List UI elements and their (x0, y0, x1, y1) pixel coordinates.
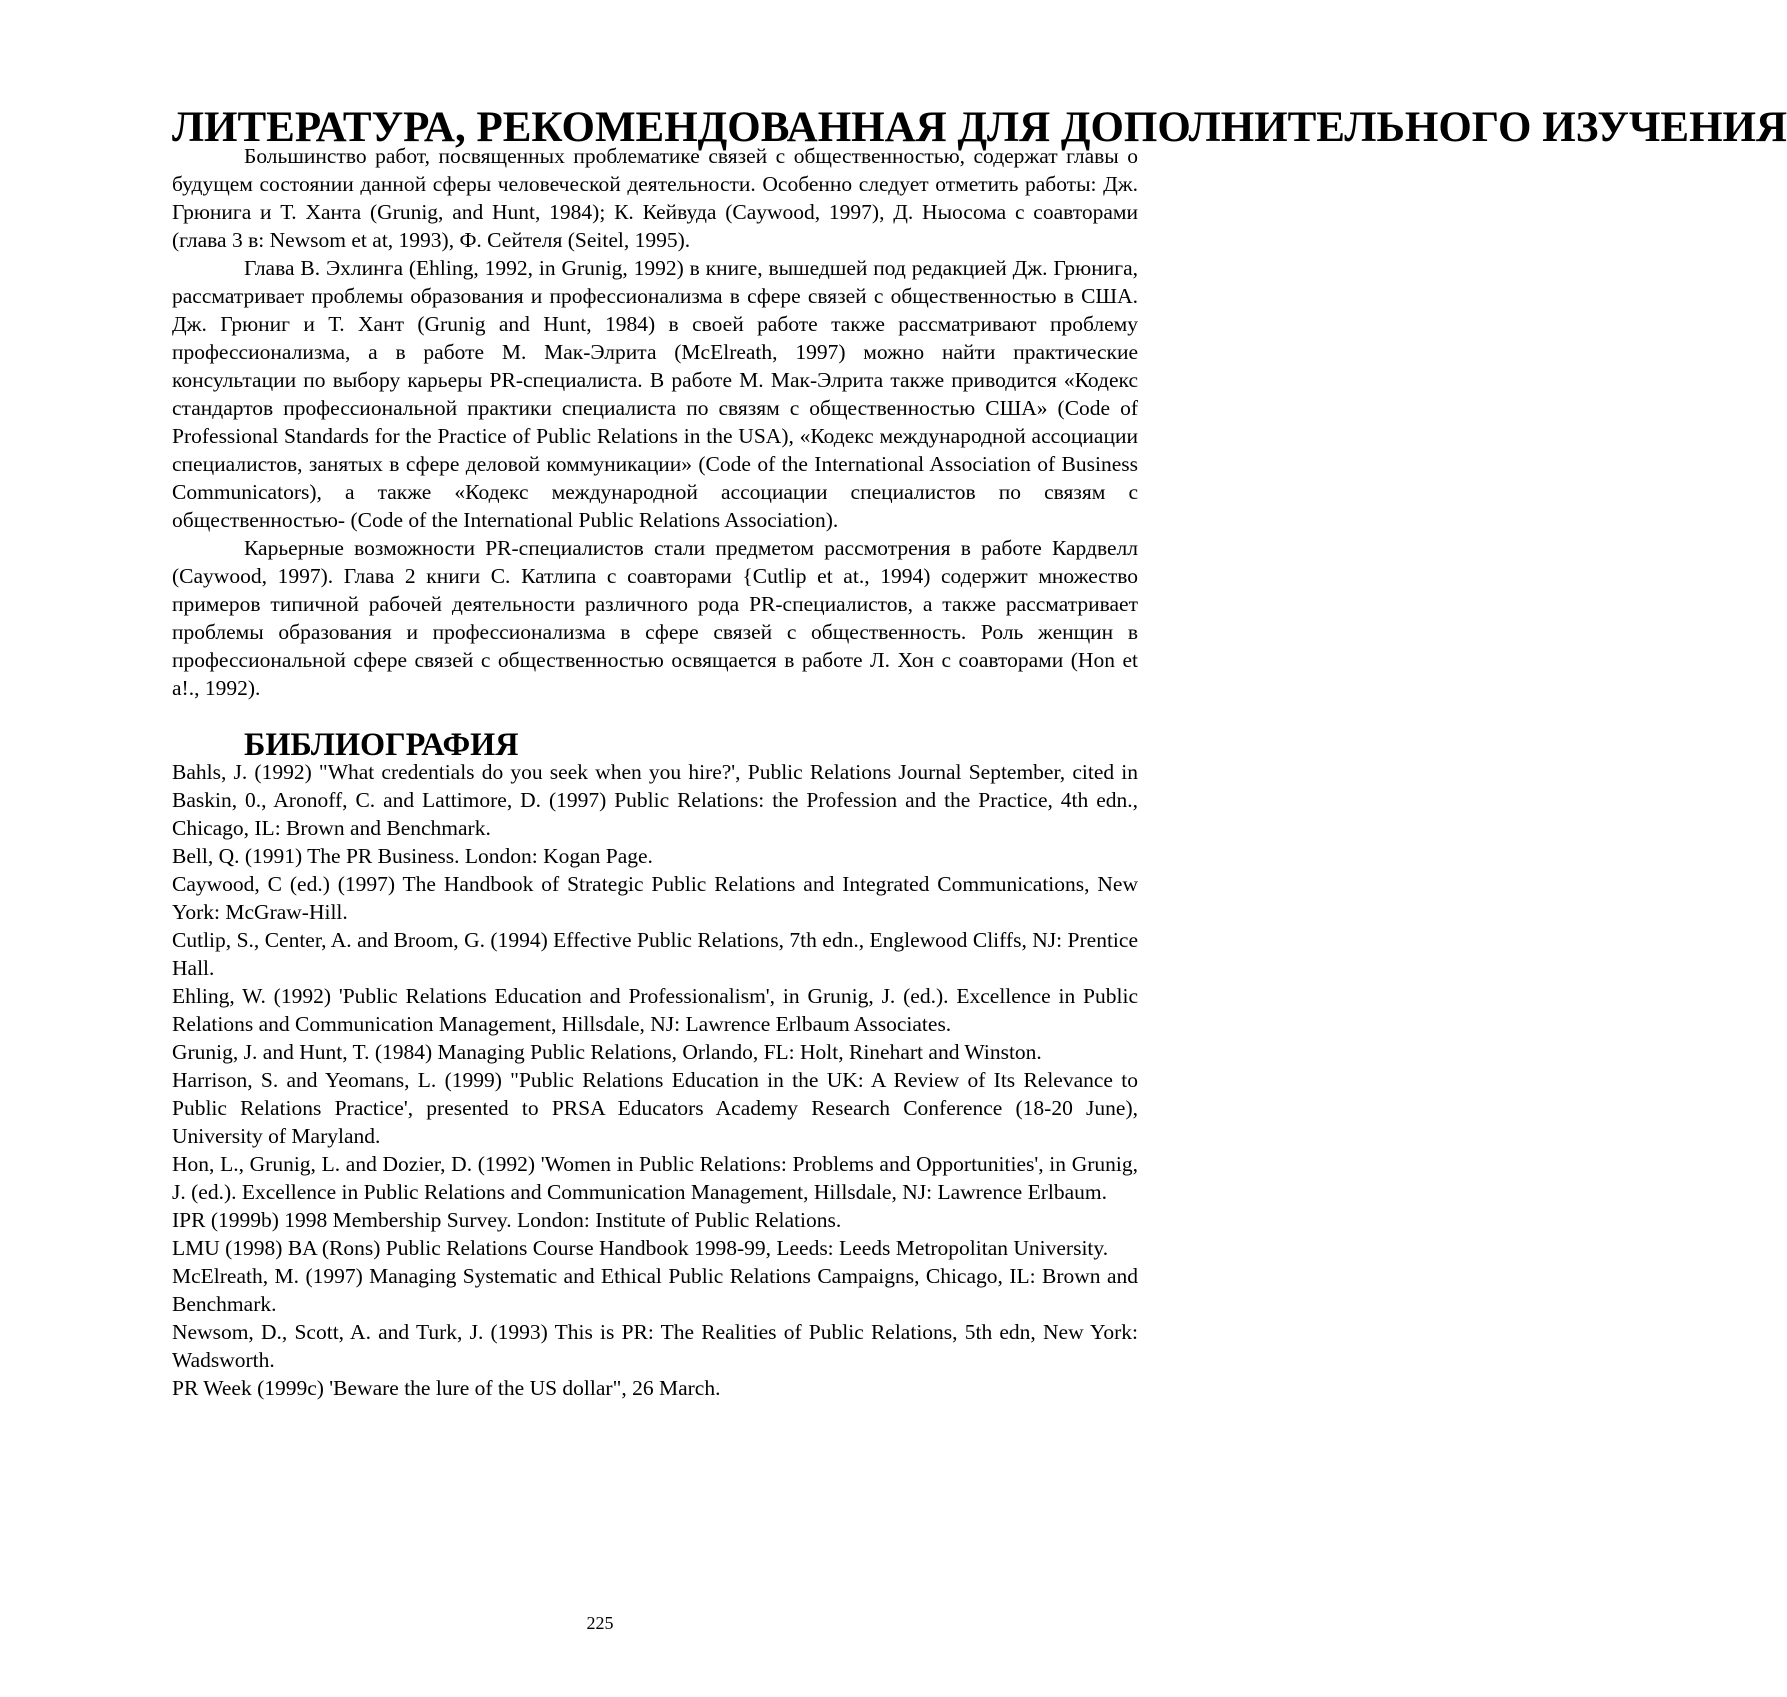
bibliography-entry: Bell, Q. (1991) The PR Business. London: Kogan Page. (172, 844, 653, 868)
page-number: 225 (586, 1613, 614, 1633)
bibliography-entry: IPR (1999b) 1998 Membership Survey. London: Institute of Public Relations. (172, 1208, 842, 1232)
section-heading: ЛИТЕРАТУРА, РЕКОМЕНДОВАННАЯ ДЛЯ ДОПОЛНИТЕЛЬНОГО ИЗУЧЕНИЯ (172, 104, 1787, 151)
paragraph: Глава В. Эхлинга (Ehling, 1992, in Grunig, 1992) в книге, вышедшей под редакцией Дж. Грюнига, рассматривает проблемы образования и профессионализма в сфере связей с общественностью в США. Дж. Грюниг и Т. Хант (Grunig and Hunt, 1984) в своей работе также рассматривают проблему профессионализма, а в работе М. Мак-Элрита (McElreath, 1997) можно найти практические консультации по выбору карьеры PR-специалиста. В работе М. Мак-Элрита также приводится «Кодекс стандартов профессиональной практики специалиста по связям с общественностью США» (Code of Professional Standards for the Practice of Public Relations in the USA), «Кодекс международной ассоциации специалистов, занятых в сфере деловой коммуникации» (Code of the International Association of Business Communicators), а также «Кодекс международной ассоциации специалистов по связям с общественностью- (Code of the International Public Relations Association). (172, 256, 1138, 532)
bibliography-entry: Cutlip, S., Center, A. and Broom, G. (1994) Effective Public Relations, 7th edn., Englewood Cliffs, NJ: Prentice Hall. (172, 928, 1138, 980)
bibliography-list (172, 758, 1138, 1402)
bibliography-entry: Newsom, D., Scott, A. and Turk, J. (1993) This is PR: The Realities of Public Relations, 5th edn, New York: Wadsworth. (172, 1320, 1138, 1372)
paragraph: Большинство работ, посвященных проблематике связей с общественностью, содержат главы о будущем состоянии данной сферы человеческой деятельности. Особенно следует отметить работы: Дж. Грюнига и Т. Ханта (Grunig, and Hunt, 1984); К. Кейвуда (Caywood, 1997), Д. Ныосома с соавторами (глава 3 в: Newsom et at, 1993), Ф. Сейтеля (Seitel, 1995). (172, 144, 1138, 252)
page-body (172, 104, 1787, 1402)
bibliography-entry: Caywood, C (ed.) (1997) The Handbook of Strategic Public Relations and Integrated Communications, New York: McGraw-Hill. (172, 872, 1138, 924)
bibliography-entry: Ehling, W. (1992) 'Public Relations Education and Professionalism', in Grunig, J. (ed.). Excellence in Public Relations and Communication Management, Hillsdale, NJ: Lawrence Erlbaum Associates. (172, 984, 1138, 1036)
bibliography-entry: LMU (1998) BA (Rons) Public Relations Course Handbook 1998-99, Leeds: Leeds Metropolitan University. (172, 1236, 1109, 1260)
bibliography-entry: Bahls, J. (1992) "What credentials do you seek when you hire?', Public Relations Journal September, cited in Baskin, 0., Aronoff, C. and Lattimore, D. (1997) Public Relations: the Profession and the Practice, 4th edn., Chicago, IL: Brown and Benchmark. (172, 760, 1138, 840)
bibliography-heading: БИБЛИОГРАФИЯ (244, 726, 519, 762)
bibliography-entry: Harrison, S. and Yeomans, L. (1999) "Public Relations Education in the UK: A Review of Its Relevance to Public Relations Practice', presented to PRSA Educators Academy Research Conference (18-20 June), University of Maryland. (172, 1068, 1138, 1148)
bibliography-entry: Grunig, J. and Hunt, T. (1984) Managing Public Relations, Orlando, FL: Holt, Rinehart and Winston. (172, 1040, 1042, 1064)
bibliography-entry: McElreath, M. (1997) Managing Systematic and Ethical Public Relations Campaigns, Chicago, IL: Brown and Benchmark. (172, 1264, 1138, 1316)
paragraph: Карьерные возможности PR-специалистов стали предметом рассмотрения в работе Кардвелл (Caywood, 1997). Глава 2 книги С. Катлипа с соавторами {Cutlip et at., 1994) содержит множество примеров типичной рабочей деятельности различного рода PR-специалистов, а также рассматривает проблемы образования и профессионализма в сфере связей с общественность. Роль женщин в профессиональной сфере связей с общественностью освящается в работе Л. Хон с соавторами (Hon et a!., 1992). (172, 536, 1138, 700)
bibliography-entry: Hon, L., Grunig, L. and Dozier, D. (1992) 'Women in Public Relations: Problems and Opportunities', in Grunig, J. (ed.). Excellence in Public Relations and Communication Management, Hillsdale, NJ: Lawrence Erlbaum. (172, 1152, 1138, 1204)
bibliography-entry: PR Week (1999c) 'Beware the lure of the US dollar", 26 March. (172, 1376, 721, 1400)
